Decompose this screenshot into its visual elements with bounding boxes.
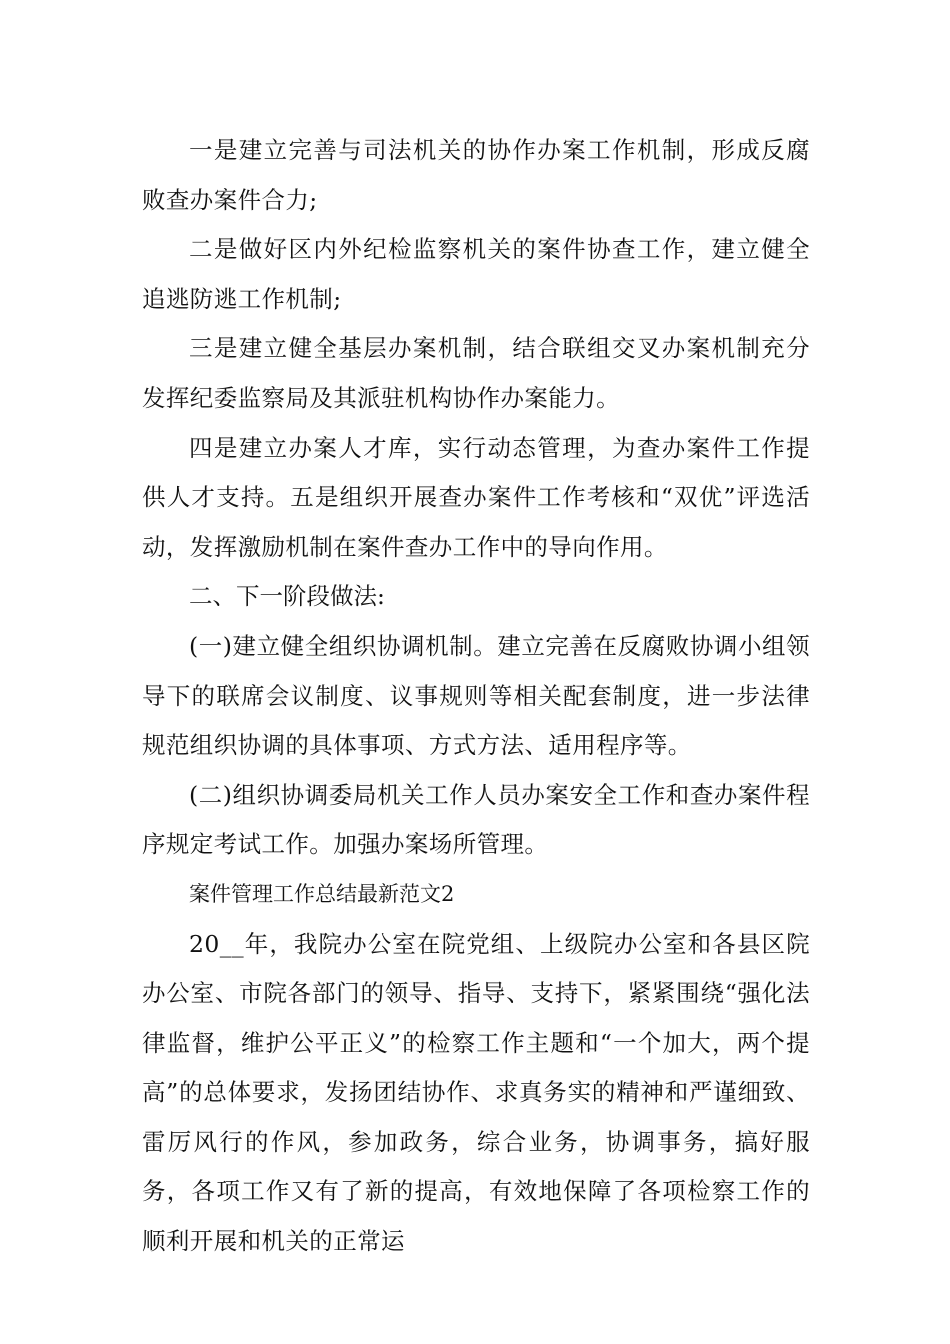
document-body	[142, 126, 810, 1267]
article-title: 案件管理工作总结最新范文2	[189, 881, 455, 906]
paragraph-item-7: 20__年，我院办公室在院党组、上级院办公室和各县区院办公室、市院各部门的领导、指导、支持下，紧紧围绕“强化法律监督，维护公平正义”的检察工作主题和“一个加大，两个提高”的总体要求，发扬团结协作、求真务实的精神和严谨细致、雷厉风行的作风，参加政务，综合业务，协调事务，搞好服务，各项工作又有了新的提高，有效地保障了各项检察工作的顺利开展和机关的正常运	[142, 929, 810, 1256]
paragraph-item-2: 二是做好区内外纪检监察机关的案件协查工作，建立健全追逃防逃工作机制;	[142, 235, 810, 313]
paragraph-item-6: (二)组织协调委局机关工作人员办案安全工作和查办案件程序规定考试工作。加强办案场所管理。	[142, 780, 810, 859]
paragraph-item-5: (一)建立健全组织协调机制。建立完善在反腐败协调小组领导下的联席会议制度、议事规则等相关配套制度，进一步法律规范组织协调的具体事项、方式方法、适用程序等。	[142, 631, 810, 760]
paragraph-item-4: 四是建立办案人才库，实行动态管理，为查办案件工作提供人才支持。五是组织开展查办案件工作考核和“双优”评选活动，发挥激励机制在案件查办工作中的导向作用。	[142, 433, 810, 561]
paragraph-item-3: 三是建立健全基层办案机制，结合联组交叉办案机制充分发挥纪委监察局及其派驻机构协作办案能力。	[142, 334, 810, 412]
section-heading: 二、下一阶段做法:	[189, 582, 385, 611]
paragraph-item-1: 一是建立完善与司法机关的协作办案工作机制，形成反腐败查办案件合力;	[142, 136, 810, 214]
